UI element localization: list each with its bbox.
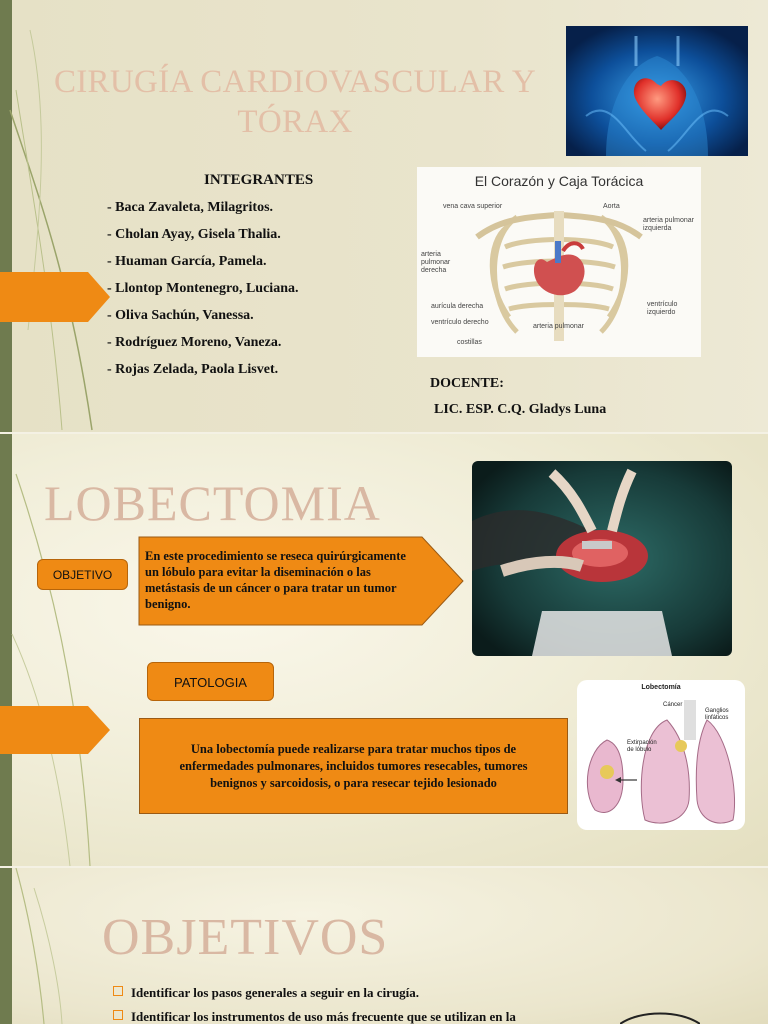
integrantes-heading: INTEGRANTES — [204, 172, 314, 188]
list-item — [113, 984, 516, 1008]
label-auricula-derecha: aurícula derecha — [431, 303, 484, 310]
goal-text: Identificar los pasos generales a seguir en la cirugía. — [131, 985, 420, 1000]
list-item: - Rodríguez Moreno, Vaneza. — [107, 335, 282, 350]
ribs-image-title: El Corazón y Caja Torácica — [474, 173, 644, 189]
list-item — [113, 1008, 516, 1024]
label-arteria-pulmonar: arteria pulmonar — [533, 323, 584, 330]
slide-title: LOBECTOMIA — [44, 475, 381, 531]
orange-arrow-shape — [0, 272, 110, 322]
orange-arrow-shape — [0, 706, 110, 754]
label-costillas: costillas — [457, 339, 482, 346]
title-line-2: TÓRAX — [237, 104, 353, 140]
label-aorta: Aorta — [603, 203, 620, 210]
patologia-label: PATOLOGIA — [147, 662, 274, 701]
square-bullet-icon — [113, 1010, 123, 1020]
slide-1 — [0, 0, 768, 432]
objetivo-text: En este procedimiento se reseca quirúrgicamente un lóbulo para evitar la diseminación o las metástasis de un cáncer o para tratar un tumor benigno. — [145, 549, 406, 611]
list-item: - Cholan Ayay, Gisela Thalia. — [107, 227, 281, 242]
list-item: - Rojas Zelada, Paola Lisvet. — [107, 362, 279, 377]
heart-anatomy-image — [566, 26, 748, 156]
docente-label: DOCENTE: — [430, 376, 504, 391]
lungs-image-title: Lobectomía — [641, 684, 681, 691]
integrantes-list — [107, 199, 298, 388]
patologia-text: Una lobectomía puede realizarse para tratar muchos tipos de enfermedades pulmonares, incluidos tumores resecables, tumores benignos y sarcoidosis, o para resecar tejido lesionado — [179, 741, 528, 790]
objetivo-label: OBJETIVO — [37, 559, 128, 590]
slide-2 — [0, 434, 768, 866]
label-cancer: Cáncer — [663, 702, 683, 708]
label-arteria-pulmonar-derecha: arteria pulmonar derecha — [421, 251, 451, 274]
list-item: - Baca Zavaleta, Milagritos. — [107, 200, 274, 215]
label-ganglios: Ganglios linfáticos — [705, 708, 729, 721]
list-item: - Llontop Montenegro, Luciana. — [107, 281, 299, 296]
slide-title — [20, 62, 570, 142]
partial-image-edge — [620, 1008, 700, 1024]
label-ventriculo-izquierdo: ventrículo izquierdo — [647, 301, 678, 316]
patologia-box — [139, 718, 568, 814]
goal-text: Identificar los instrumentos de uso más frecuente que se utilizan en la — [131, 1009, 516, 1024]
label-ventriculo-derecho: ventrículo derecho — [431, 319, 489, 326]
objetivos-list — [113, 984, 516, 1024]
title-line-1: CIRUGÍA CARDIOVASCULAR Y — [53, 64, 537, 100]
surgery-photo — [472, 461, 732, 656]
heart-ribcage-image — [417, 167, 701, 357]
slide-title: OBJETIVOS — [102, 909, 389, 966]
slide-3 — [0, 868, 768, 1024]
label-arteria-pulmonar-izquierda: arteria pulmonar izquierda — [643, 217, 694, 232]
square-bullet-icon — [113, 986, 123, 996]
lobectomy-diagram-image — [577, 680, 745, 830]
label-vena-cava: vena cava superior — [443, 203, 503, 210]
list-item: - Oliva Sachún, Vanessa. — [107, 308, 254, 323]
list-item: - Huaman García, Pamela. — [107, 254, 267, 269]
label-extirpacion: Extirpación de lóbulo — [627, 740, 657, 753]
docente-name: LIC. ESP. C.Q. Gladys Luna — [434, 402, 607, 417]
